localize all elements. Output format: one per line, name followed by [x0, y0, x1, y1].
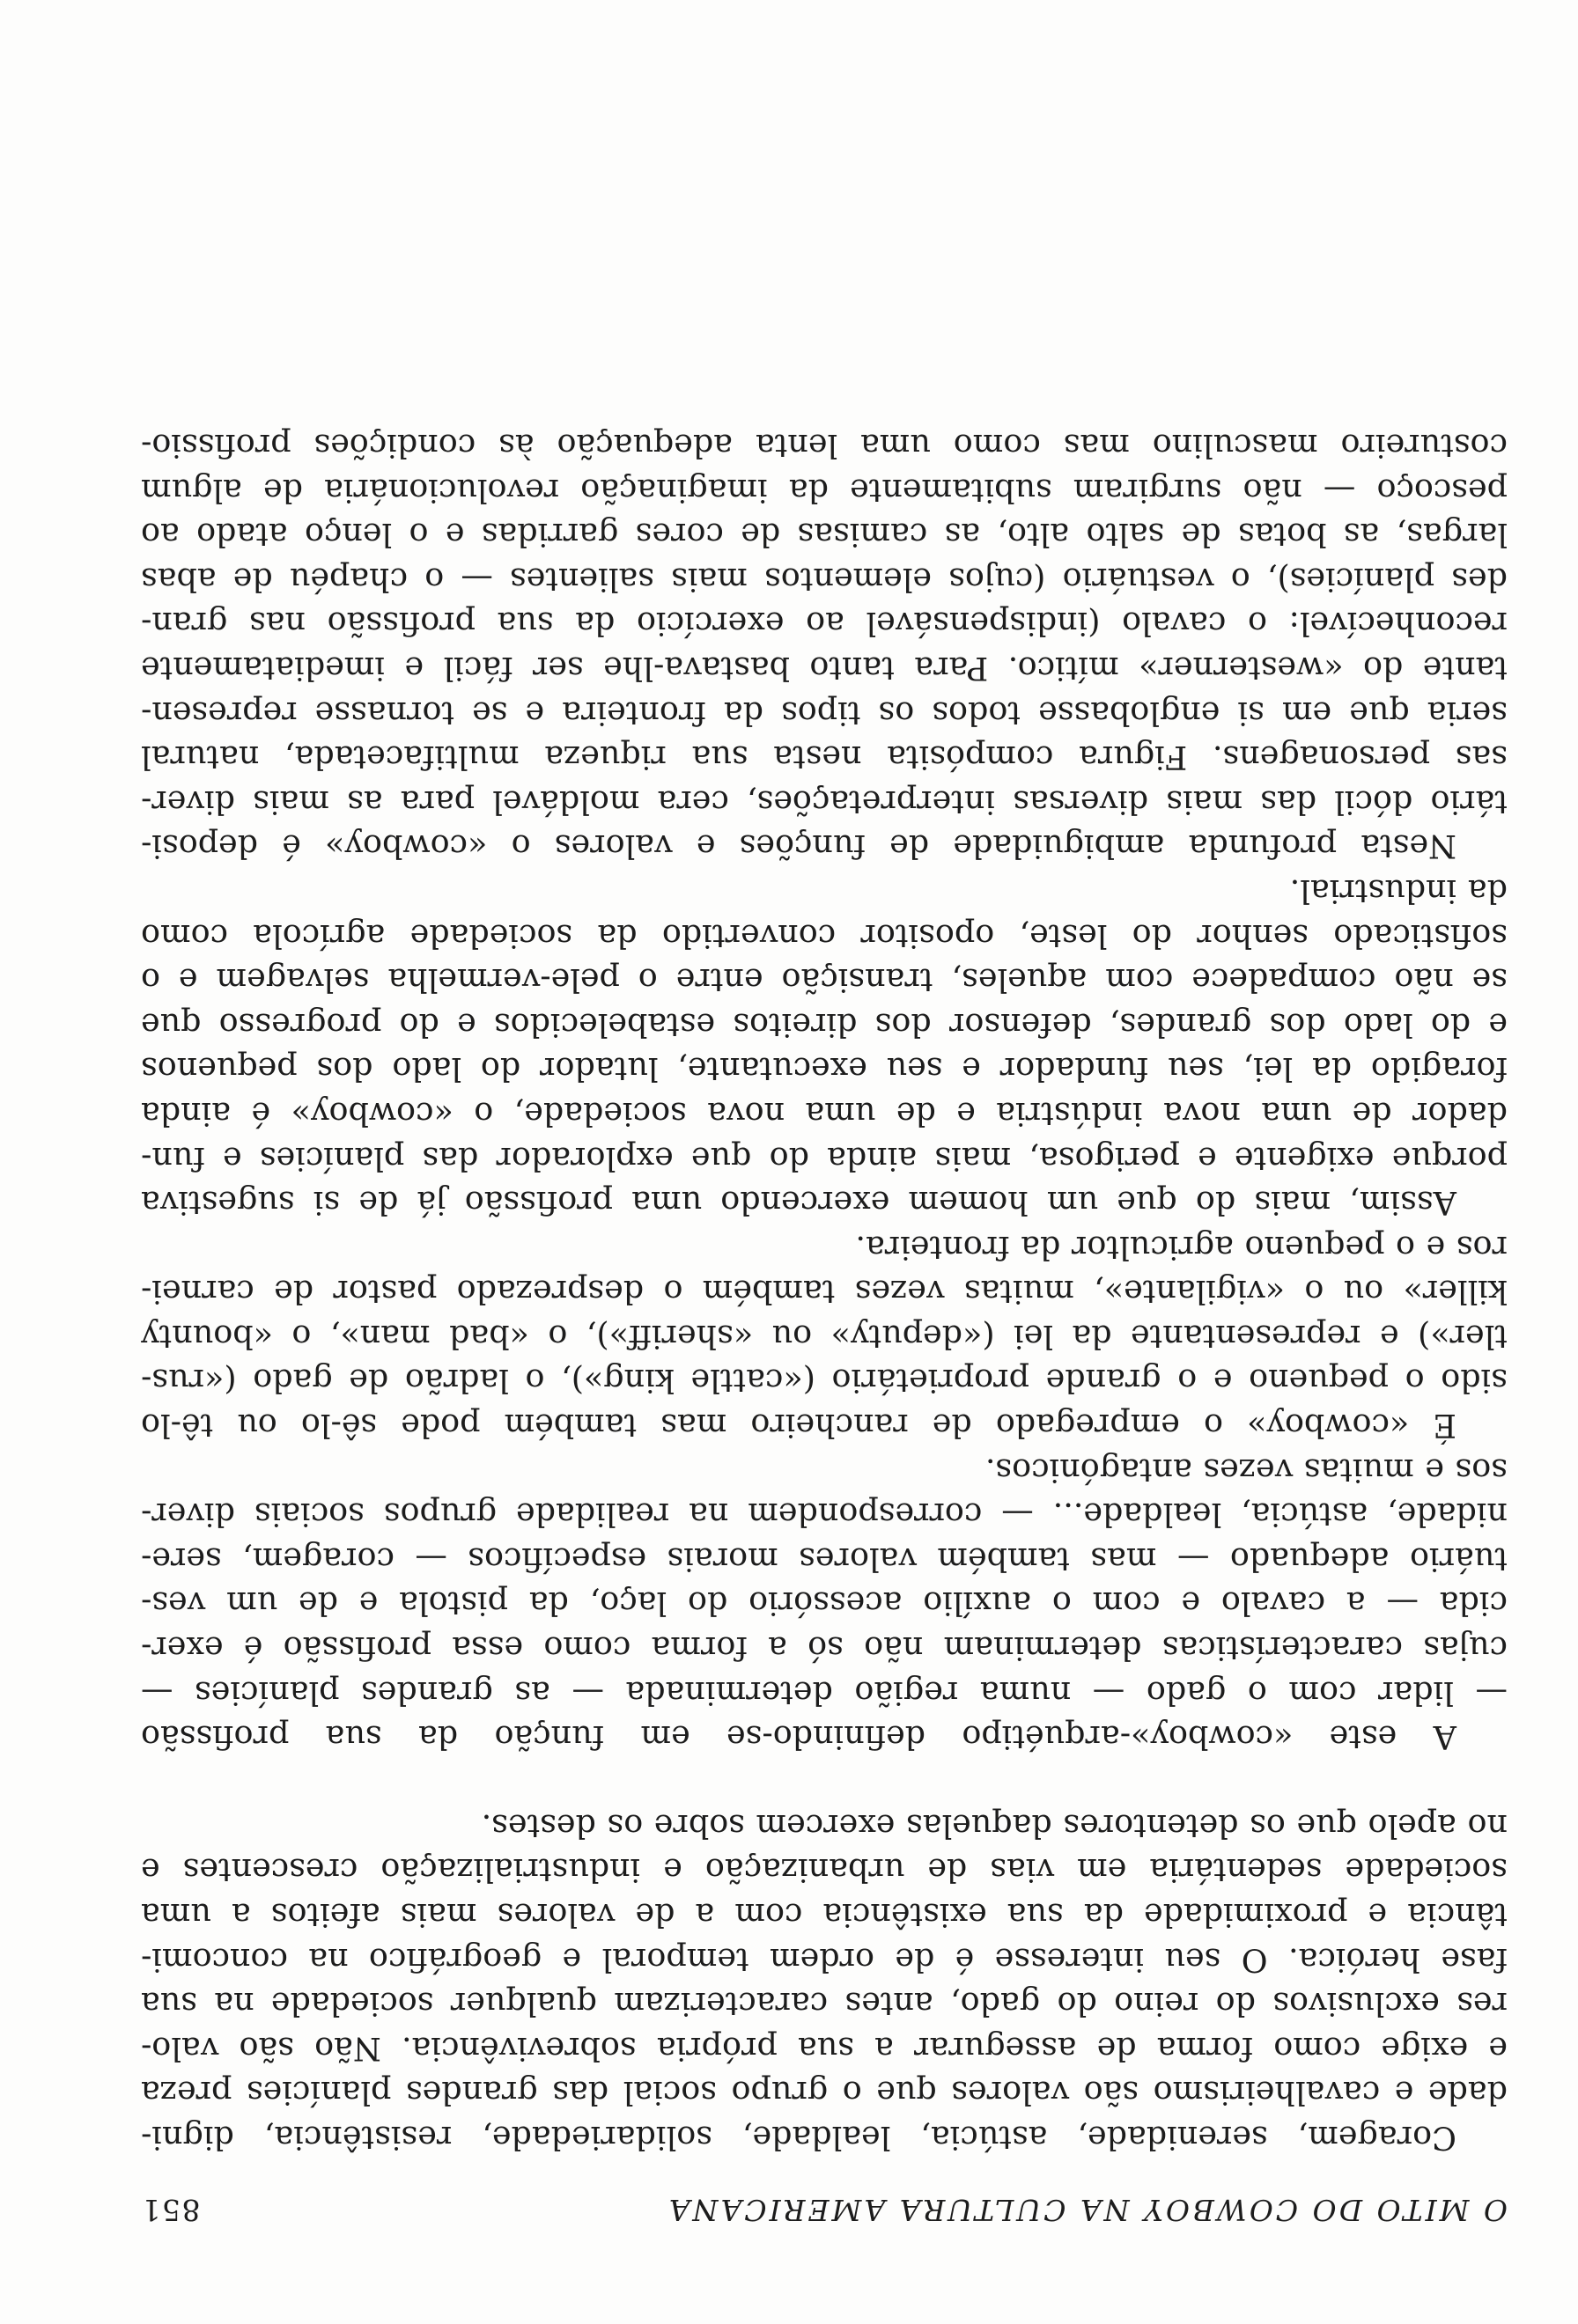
- text-line: tuário adequado — mas também valores morais específicos — coragem, sere-: [141, 1540, 1508, 1578]
- text-line: dador de uma nova indústria e de uma nova sociedade, o «cowboy» é ainda: [141, 1094, 1508, 1133]
- text-line: sociedade sedentária em vias de urbanização e industrialização crescentes e: [141, 1851, 1508, 1890]
- text-line: ros e o pequeno agricultor da fronteira.: [855, 1228, 1508, 1267]
- text-line: Assim, mais do que um homem exercendo uma profissão já de si sugestiva: [141, 1184, 1456, 1223]
- text-line: tler») e representante da lei («deputy» ou «sheriff»), o «bad man», o «bounty: [141, 1317, 1508, 1356]
- text-line: Coragem, serenidade, astúcia, lealdade, solidariedade, resistência, digni-: [141, 2119, 1456, 2157]
- text-line: sas personagens. Figura compósita nesta sua riqueza multifacetada, natural: [141, 739, 1508, 777]
- paragraph: [141, 1225, 1508, 1447]
- text-line: dade e cavalheirismo são valores que o grupo social das grandes planícies preza: [141, 2074, 1508, 2113]
- paragraph: [141, 1447, 1508, 1759]
- text-line: killer» ou o «vigilante», muitas vezes também o desprezado pastor de carnei-: [141, 1273, 1508, 1312]
- text-line: foragido da lei, seu fundador e seu executante, lutador do lado dos pequenos: [141, 1050, 1508, 1089]
- running-header: [141, 2193, 1508, 2227]
- text-line: porque exigente e perigosa, mais ainda do que explorador das planícies e fun-: [141, 1139, 1508, 1178]
- text-line: tante do «westerner» mítico. Para tanto bastava-lhe ser fácil e imediatamente: [141, 650, 1508, 688]
- body-text: [141, 423, 1508, 2159]
- page-number: 851: [141, 2193, 201, 2227]
- text-line: se não compadece com aqueles, transição entre o pele-vermelha selvagem e o: [141, 961, 1508, 1000]
- text-line: nidade, astúcia, lealdade... — correspondem na realidade grupos sociais diver-: [141, 1496, 1508, 1534]
- page-body: [141, 423, 1508, 2227]
- section-gap: [141, 1759, 1508, 1803]
- paragraph: [141, 868, 1508, 1225]
- text-line: sido o pequeno e o grande proprietário («cattle king»), o ladrão de gado («rus-: [141, 1362, 1508, 1401]
- running-title: O MITO DO COWBOY NA CULTURA AMERICANA: [666, 2193, 1508, 2227]
- text-line: sofisticado senhor do leste, opositor convertido da sociedade agrícola como: [141, 916, 1508, 955]
- text-line: tário dócil das mais diversas interpretações, cera moldável para as mais diver-: [141, 783, 1508, 821]
- text-line: seria que em si englobasse todos os tipos da fronteira e se tornasse represen-: [141, 694, 1508, 732]
- text-line: fase heróica. O seu interesse é de ordem temporal e geográfico na concomi-: [141, 1940, 1508, 1979]
- text-line: cujas características determinam não só a forma como essa profissão é exer-: [141, 1629, 1508, 1668]
- text-line: e do lado dos grandes, defensor dos direitos estabelecidos e do progresso que: [141, 1005, 1508, 1044]
- text-line: no apelo que os detentores daquelas exercem sobre os destes.: [481, 1806, 1508, 1845]
- text-line: pescoço — não surgiram subitamente da imaginação revolucionária de algum: [141, 471, 1508, 510]
- paragraph: [141, 1803, 1508, 2159]
- text-line: costureiro masculino mas como uma lenta adequação às condições profissio-: [141, 427, 1508, 466]
- text-line: É «cowboy» o empregado de rancheiro mas também pode sê-lo ou tê-lo: [141, 1407, 1456, 1445]
- text-line: res exclusivos do reino do gado, antes caracterizam qualquer sociedade na sua: [141, 1985, 1508, 2024]
- text-line: — lidar com o gado — numa região determinada — as grandes planícies —: [141, 1673, 1508, 1712]
- text-line: sos e muitas vezes antagónicos.: [984, 1451, 1508, 1489]
- text-line: reconhecível: o cavalo (indispensável ao exercício da sua profissão nas gran-: [141, 605, 1508, 644]
- text-line: A este «cowboy»-arquétipo definindo-se em função da sua profissão: [141, 1718, 1456, 1757]
- text-line: da industrial.: [1289, 872, 1508, 910]
- paragraph: [141, 423, 1508, 868]
- text-line: e exige como forma de assegurar a sua própria sobrevivência. Não são valo-: [141, 2029, 1508, 2068]
- text-line: Nesta profunda ambiguidade de funções e valores o «cowboy» é deposi-: [141, 827, 1456, 866]
- text-line: tância e proximidade da sua existência com a de valores mais afeitos a uma: [141, 1896, 1508, 1935]
- text-line: largas, as botas de salto alto, as camisas de cores garridas e o lenço atado ao: [141, 516, 1508, 555]
- text-line: des planícies), o vestuário (cujos elementos mais salientes — o chapéu de abas: [141, 560, 1508, 599]
- text-line: cida — a cavalo e com o auxílio acessório do laço, da pistola e de um ves-: [141, 1585, 1508, 1623]
